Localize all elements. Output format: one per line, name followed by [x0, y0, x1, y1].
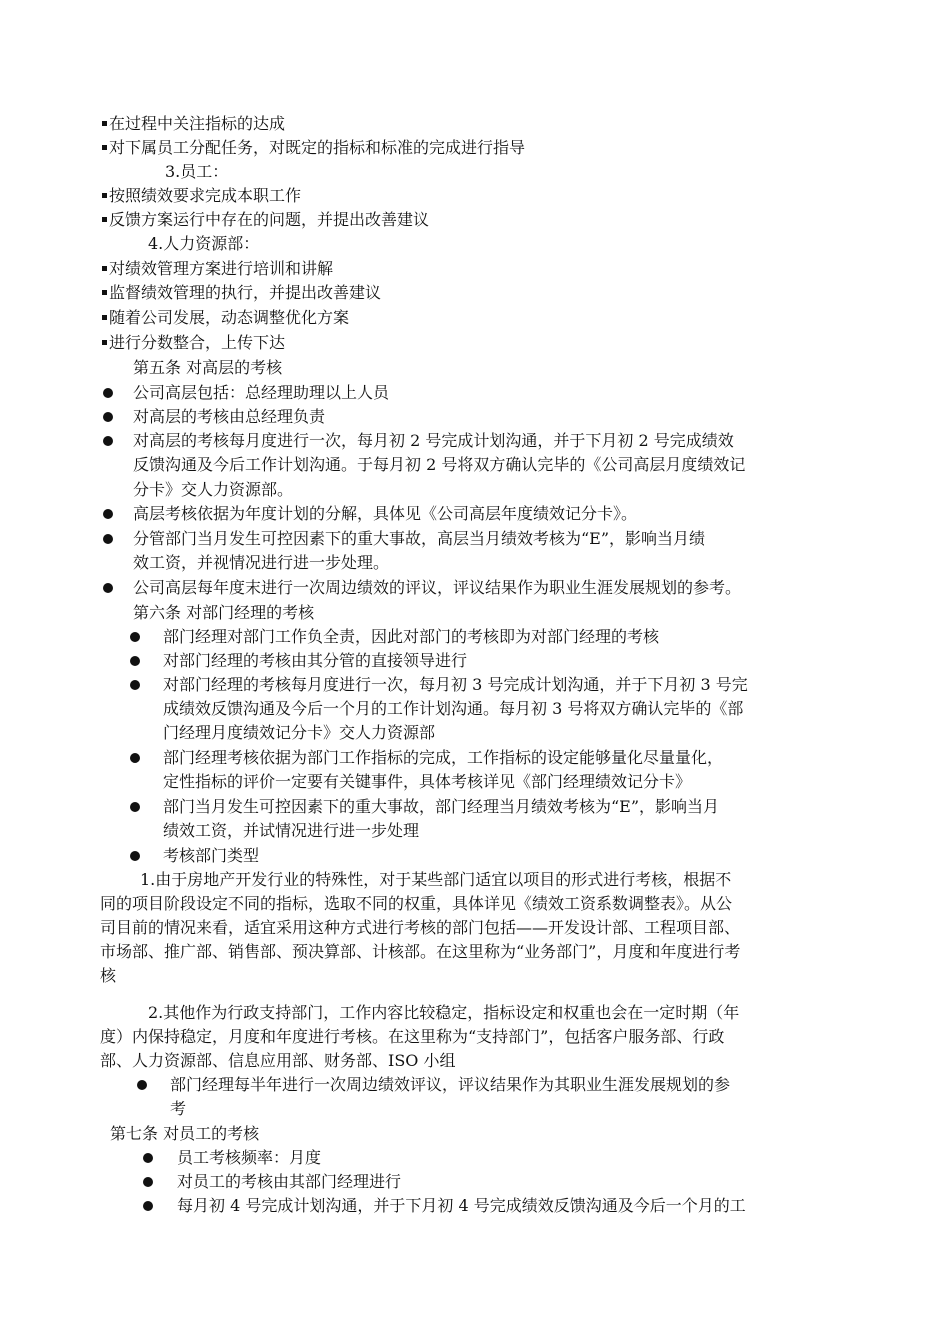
round-bullet-icon — [130, 656, 140, 666]
line-text: 对员工的考核由其部门经理进行 — [177, 1172, 402, 1191]
line-text: 4.人力资源部： — [148, 234, 260, 253]
text-line — [133, 576, 741, 600]
line-text: 分卡》交人力资源部。 — [133, 480, 294, 499]
line-text: 每月初 4 号完成计划沟通，并于下月初 4 号完成绩效反馈沟通及今后一个月的工 — [177, 1196, 746, 1215]
text-line — [133, 551, 389, 575]
round-bullet-icon — [143, 1201, 153, 1211]
line-text: 随着公司发展，动态调整优化方案 — [109, 308, 350, 327]
round-bullet-icon — [103, 534, 113, 544]
text-line — [163, 844, 259, 868]
text-line — [140, 868, 731, 892]
line-text: 市场部、推广部、销售部、预决算部、计核部。在这里称为“业务部门”，月度和年度进行考 — [100, 942, 741, 961]
round-bullet-icon — [130, 680, 140, 690]
square-bullet-icon — [102, 290, 107, 295]
line-text: 对绩效管理方案进行培训和讲解 — [109, 259, 334, 278]
line-text: 考核部门类型 — [163, 846, 260, 865]
line-text: 反馈沟通及今后工作计划沟通。于每月初 2 号将双方确认完毕的《公司高层月度绩效记 — [133, 455, 746, 474]
text-line — [133, 429, 734, 453]
square-bullet-icon — [102, 121, 107, 126]
text-line — [177, 1146, 321, 1170]
line-text: 对下属员工分配任务，对既定的指标和标准的完成进行指导 — [109, 138, 526, 157]
line-text: 2.其他作为行政支持部门，工作内容比较稳定，指标设定和权重也会在一定时期（年 — [148, 1003, 740, 1022]
line-text: 对部门经理的考核由其分管的直接领导进行 — [163, 651, 468, 670]
text-line — [163, 819, 419, 843]
line-text: 度）内保持稳定，月度和年度进行考核。在这里称为“支持部门”，包括客户服务部、行政 — [100, 1027, 725, 1046]
text-line — [100, 892, 732, 916]
line-text: 核 — [100, 966, 117, 985]
line-text: 进行分数整合，上传下达 — [109, 333, 286, 352]
text-line — [170, 1073, 730, 1097]
round-bullet-icon — [143, 1153, 153, 1163]
text-line — [102, 257, 333, 281]
line-text: 按照绩效要求完成本职工作 — [109, 186, 302, 205]
square-bullet-icon — [102, 315, 107, 320]
round-bullet-icon — [130, 753, 140, 763]
square-bullet-icon — [102, 340, 107, 345]
text-line — [102, 306, 349, 330]
line-text: 对高层的考核每月度进行一次，每月初 2 号完成计划沟通，并于下月初 2 号完成绩效 — [133, 431, 734, 450]
line-text: 部门当月发生可控因素下的重大事故，部门经理当月绩效考核为“E”，影响当月 — [163, 797, 720, 816]
text-line — [133, 356, 282, 380]
line-text: 公司高层每年度末进行一次周边绩效的评议，评议结果作为职业生涯发展规划的参考。 — [133, 578, 742, 597]
text-line — [100, 1049, 456, 1073]
text-line — [163, 795, 719, 819]
line-text: 部门经理考核依据为部门工作指标的完成，工作指标的设定能够量化尽量量化， — [163, 748, 724, 767]
round-bullet-icon — [143, 1177, 153, 1187]
text-line — [133, 502, 637, 526]
line-text: 1.由于房地产开发行业的特殊性，对于某些部门适宜以项目的形式进行考核，根据不 — [140, 870, 732, 889]
line-text: 部、人力资源部、信息应用部、财务部、ISO 小组 — [100, 1051, 456, 1070]
text-line — [102, 184, 301, 208]
text-line — [177, 1194, 746, 1218]
text-line — [133, 381, 389, 405]
line-text: 效工资，并视情况进行进一步处理。 — [133, 553, 390, 572]
text-line — [163, 721, 435, 745]
line-text: 高层考核依据为年度计划的分解，具体见《公司高层年度绩效记分卡》。 — [133, 504, 638, 523]
round-bullet-icon — [103, 583, 113, 593]
text-line — [100, 940, 740, 964]
line-text: 员工考核频率：月度 — [177, 1148, 322, 1167]
line-text: 成绩效反馈沟通及今后一个月的工作计划沟通。每月初 3 号将双方确认完毕的《部 — [163, 699, 744, 718]
line-text: 3.员工： — [165, 162, 229, 181]
text-line — [133, 453, 745, 477]
square-bullet-icon — [102, 193, 107, 198]
text-line — [148, 1001, 739, 1025]
text-line — [133, 478, 293, 502]
text-line — [133, 527, 705, 551]
text-line — [102, 331, 285, 355]
square-bullet-icon — [102, 266, 107, 271]
text-line — [110, 1122, 259, 1146]
round-bullet-icon — [103, 412, 113, 422]
line-text: 公司高层包括：总经理助理以上人员 — [133, 383, 390, 402]
round-bullet-icon — [137, 1080, 147, 1090]
text-line — [102, 281, 381, 305]
text-line — [163, 746, 723, 770]
text-line — [163, 770, 691, 794]
line-text: 绩效工资，并试情况进行进一步处理 — [163, 821, 420, 840]
round-bullet-icon — [130, 851, 140, 861]
text-line — [133, 405, 325, 429]
line-text: 门经理月度绩效记分卡》交人力资源部 — [163, 723, 436, 742]
line-text: 对部门经理的考核每月度进行一次，每月初 3 号完成计划沟通，并于下月初 3 号完 — [163, 675, 748, 694]
text-line — [163, 649, 467, 673]
text-line — [148, 232, 259, 256]
round-bullet-icon — [103, 388, 113, 398]
square-bullet-icon — [102, 217, 107, 222]
text-line — [165, 160, 228, 184]
line-text: 定性指标的评价一定要有关键事件，具体考核详见《部门经理绩效记分卡》 — [163, 772, 692, 791]
line-text: 监督绩效管理的执行，并提出改善建议 — [109, 283, 382, 302]
line-text: 对高层的考核由总经理负责 — [133, 407, 326, 426]
text-line — [102, 112, 285, 136]
text-line — [100, 964, 116, 988]
line-text: 同的项目阶段设定不同的指标，选取不同的权重，具体详见《绩效工资系数调整表》。从公 — [100, 894, 733, 913]
line-text: 第六条 对部门经理的考核 — [133, 603, 315, 622]
text-line — [100, 916, 740, 940]
round-bullet-icon — [130, 632, 140, 642]
text-line — [163, 697, 743, 721]
line-text: 部门经理每半年进行一次周边绩效评议，评议结果作为其职业生涯发展规划的参 — [170, 1075, 731, 1094]
text-line — [133, 601, 314, 625]
round-bullet-icon — [103, 509, 113, 519]
line-text: 第五条 对高层的考核 — [133, 358, 283, 377]
text-line — [170, 1097, 186, 1121]
line-text: 部门经理对部门工作负全责，因此对部门的考核即为对部门经理的考核 — [163, 627, 660, 646]
text-line — [100, 1025, 724, 1049]
text-line — [177, 1170, 401, 1194]
line-text: 在过程中关注指标的达成 — [109, 114, 286, 133]
line-text: 考 — [170, 1099, 187, 1118]
text-line — [163, 625, 659, 649]
text-line — [102, 136, 525, 160]
line-text: 第七条 对员工的考核 — [110, 1124, 260, 1143]
text-line — [163, 673, 748, 697]
square-bullet-icon — [102, 145, 107, 150]
line-text: 反馈方案运行中存在的问题，并提出改善建议 — [109, 210, 430, 229]
line-text: 分管部门当月发生可控因素下的重大事故，高层当月绩效考核为“E”，影响当月绩 — [133, 529, 706, 548]
line-text: 司目前的情况来看，适宜采用这种方式进行考核的部门包括——开发设计部、工程项目部、 — [100, 918, 741, 937]
round-bullet-icon — [103, 436, 113, 446]
text-line — [102, 208, 429, 232]
round-bullet-icon — [130, 802, 140, 812]
